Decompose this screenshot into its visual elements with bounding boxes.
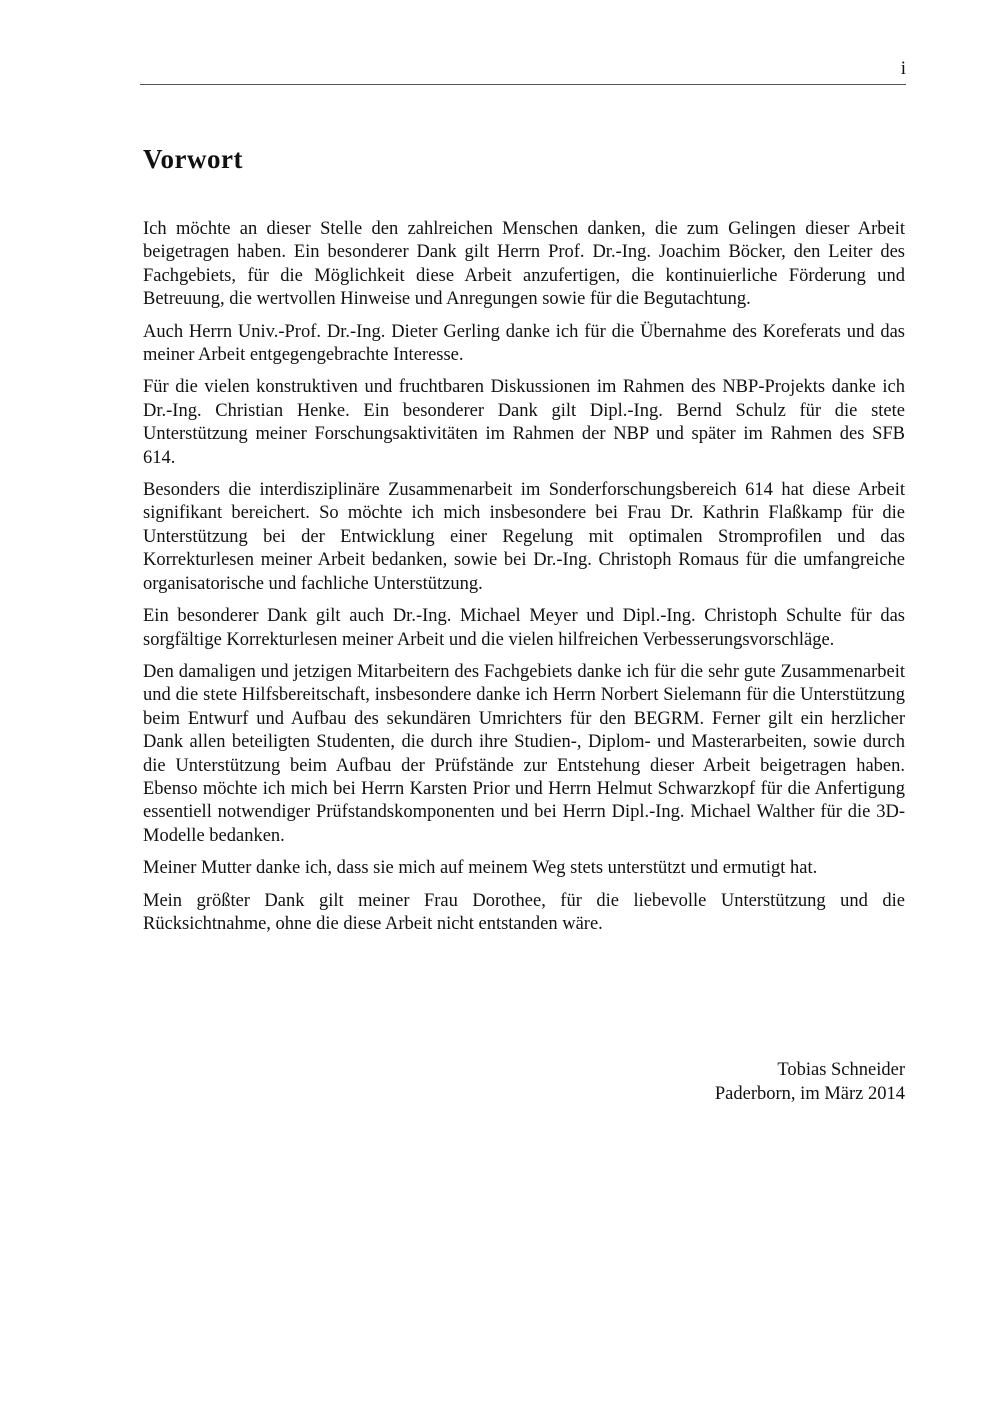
paragraph: Für die vielen konstruktiven und fruchtbaren Diskussionen im Rahmen des NBP-Projekts danke ich Dr.-Ing. Christian Henke. Ein besonderer Dank gilt Dipl.-Ing. Bernd Schulz für die stete Unterstützung meiner Forschungsaktivitäten im Rahmen der NBP und später im Rahmen des SFB 614.	[143, 377, 905, 468]
page-number: i	[900, 58, 906, 79]
paragraph: Den damaligen und jetzigen Mitarbeitern des Fachgebiets danke ich für die sehr gute Zusammenarbeit und die stete Hilfsbereitschaft, insbesondere danke ich Herrn Norbert Sielemann für die Unterstützung beim Entwurf und Aufbau des sekundären Umrichters für den BEGRM. Ferner gilt ein herzlicher Dank allen beteiligten Studenten, die durch ihre Studien-, Diplom- und Masterarbeiten, sowie durch die Unterstützung beim Aufbau der Prüfstände zur Entstehung dieser Arbeit beigetragen haben. Ebenso möchte ich mich bei Herrn Karsten Prior und Herrn Helmut Schwarzkopf für die Anfertigung essentiell notwendiger Prüfstandskomponenten und bei Herrn Dipl.-Ing. Michael Walther für die 3D-Modelle bedanken.	[143, 661, 905, 846]
page-header	[140, 58, 906, 85]
paragraph: Besonders die interdisziplinäre Zusammenarbeit im Sonderforschungsbereich 614 hat diese Arbeit signifikant bereichert. So möchte ich mich insbesondere bei Frau Dr. Kathrin Flaßkamp für die Unterstützung bei der Entwicklung einer Regelung mit optimalen Stromprofilen und das Korrekturlesen meiner Arbeit bedanken, sowie bei Dr.-Ing. Christoph Romaus für die umfangreiche organisatorische und fachliche Unterstützung.	[143, 480, 905, 594]
paragraph: Ich möchte an dieser Stelle den zahlreichen Menschen danken, die zum Gelingen dieser Arbeit beigetragen haben. Ein besonderer Dank gilt Herrn Prof. Dr.-Ing. Joachim Böcker, den Leiter des Fachgebiets, für die Möglichkeit diese Arbeit anzufertigen, die kontinuierliche Förderung und Betreuung, die wertvollen Hinweise und Anregungen sowie für die Begutachtung.	[143, 219, 905, 310]
body-text	[143, 218, 905, 945]
paragraph: Auch Herrn Univ.-Prof. Dr.-Ing. Dieter Gerling danke ich für die Übernahme des Koreferats und das meiner Arbeit entgegengebrachte Interesse.	[143, 321, 905, 366]
paragraph: Mein größter Dank gilt meiner Frau Dorothee, für die liebevolle Unterstützung und die Rücksichtnahme, ohne die diese Arbeit nicht entstanden wäre.	[143, 890, 905, 934]
paragraph: Ein besonderer Dank gilt auch Dr.-Ing. Michael Meyer und Dipl.-Ing. Christoph Schulte für das sorgfältige Korrekturlesen meiner Arbeit und die vielen hilfreichen Verbesserungsvorschläge.	[143, 606, 905, 650]
place-date: Paderborn, im März 2014	[714, 1084, 905, 1104]
author-name: Tobias Schneider	[777, 1060, 905, 1080]
paragraph: Meiner Mutter danke ich, dass sie mich auf meinem Weg stets unterstützt und ermutigt hat.	[143, 858, 818, 879]
signature-block	[715, 1058, 905, 1106]
page-title: Vorwort	[143, 144, 243, 174]
